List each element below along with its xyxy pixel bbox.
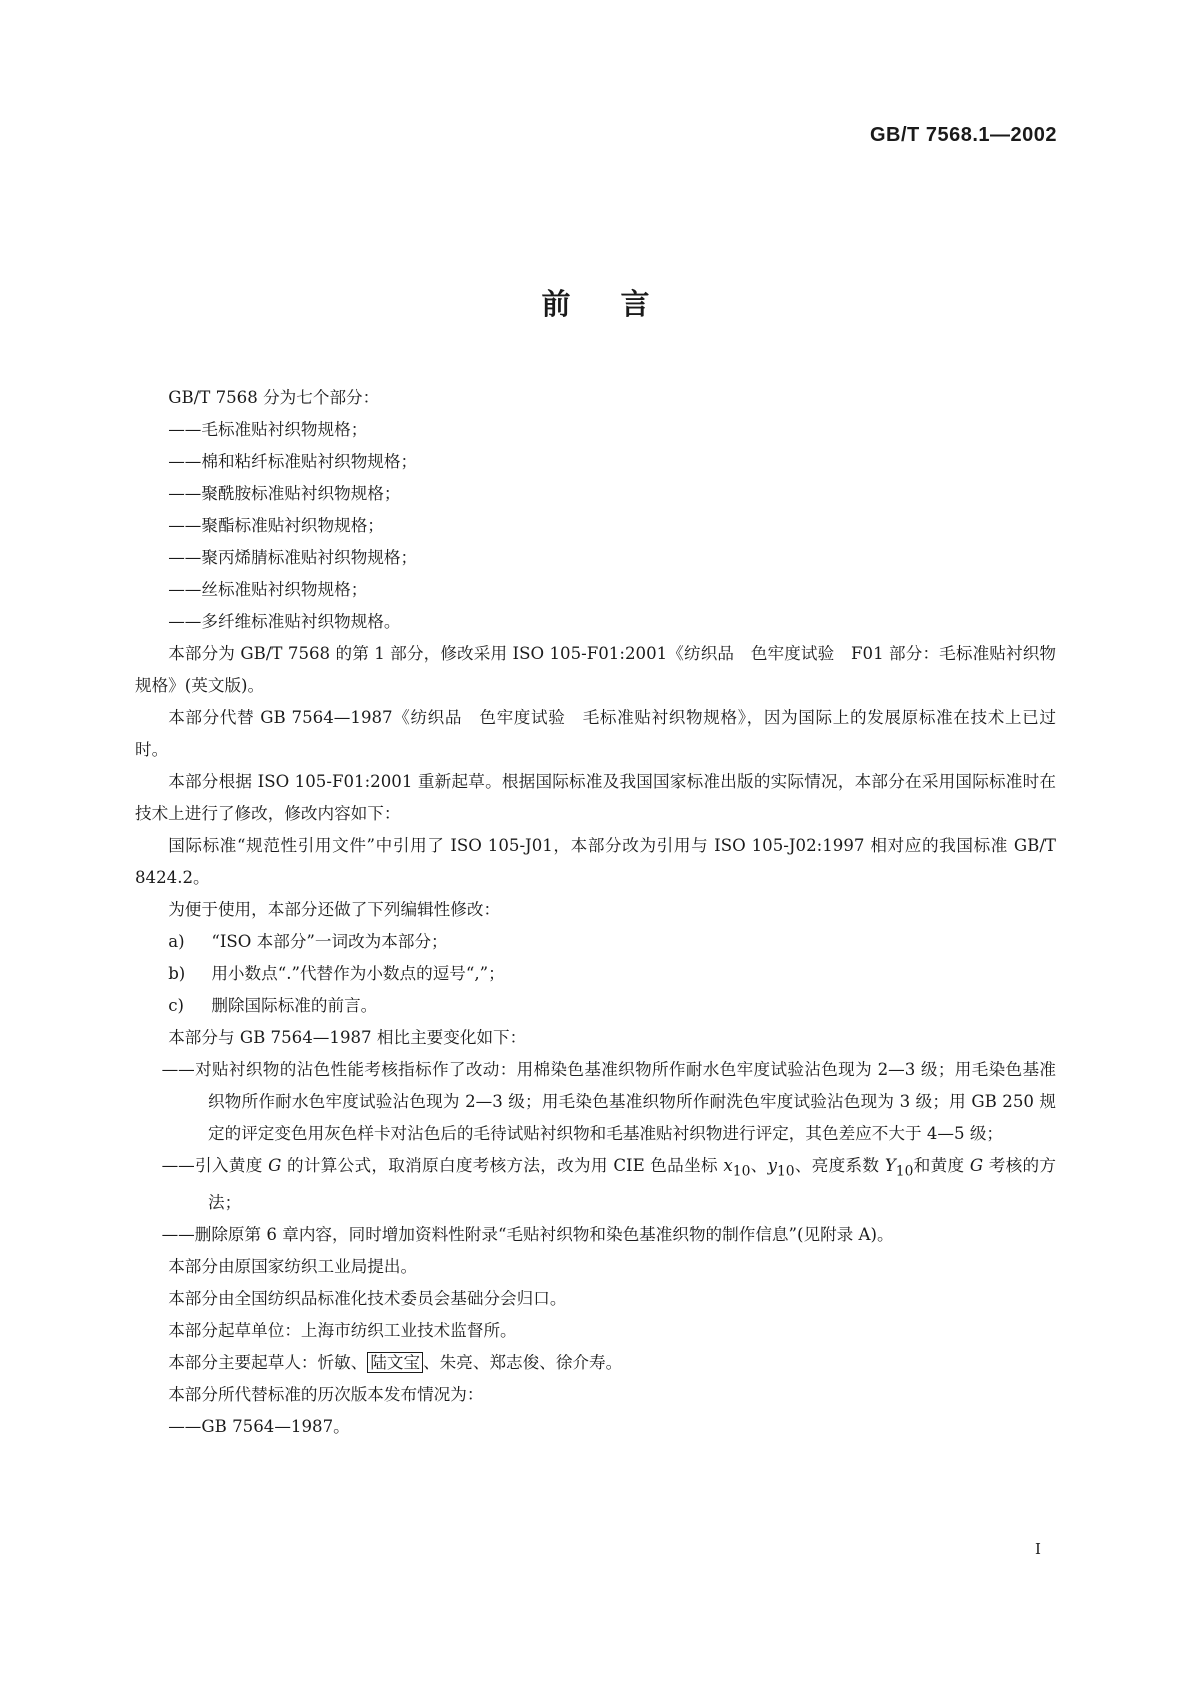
paragraph-committee: 本部分由全国纺织品标准化技术委员会基础分会归口。 (168, 1289, 567, 1309)
math-var-x: x (723, 1156, 733, 1175)
part-list-item: ——丝标准贴衬织物规格； (168, 580, 368, 599)
text-run: 、亮度系数 (794, 1156, 885, 1175)
paragraph-references: 国际标准“规范性引用文件”中引用了 ISO 105-J01，本部分改为引用与 ISO 105-J02:1997 相对应的我国标准 GB/T 8424.2。 (135, 836, 1056, 887)
list-item-text: 用小数点“.”代替作为小数点的逗号“,”； (211, 964, 505, 983)
paragraph-redrafting: 本部分根据 ISO 105-F01:2001 重新起草。根据国际标准及我国国家标准出版的实际情况，本部分在采用国际标准时在技术上进行了修改，修改内容如下： (135, 772, 1056, 823)
foreword-body (135, 382, 1056, 1443)
part-list-item: ——聚酰胺标准贴衬织物规格； (168, 484, 401, 503)
paragraph-changes: 本部分与 GB 7564—1987 相比主要变化如下： (168, 1028, 527, 1047)
page-title (0, 282, 1191, 323)
title-char-1: 前 (541, 287, 571, 321)
history-list-item: ——GB 7564—1987。 (168, 1417, 350, 1437)
paragraph-proposer: 本部分由原国家纺织工业局提出。 (168, 1257, 418, 1277)
paragraph-adoption: 本部分为 GB/T 7568 的第 1 部分，修改采用 ISO 105-F01:2001《纺织品 色牢度试验 F01 部分：毛标准贴衬织物规格》(英文版)。 (135, 644, 1056, 695)
edit-list-item (135, 926, 1056, 958)
change-list-item (135, 1150, 1056, 1219)
edit-list-item (135, 990, 1056, 1022)
math-var-g: G (969, 1156, 984, 1175)
paragraph-drafting-unit: 本部分起草单位：上海市纺织工业技术监督所。 (168, 1321, 517, 1341)
part-list-item: ——聚丙烯腈标准贴衬织物规格； (168, 548, 418, 567)
text-run: 的计算公式，取消原白度考核方法，改为用 CIE 色品坐标 (281, 1156, 724, 1175)
text-run: ——引入黄度 (161, 1156, 269, 1175)
change-list-item: ——删除原第 6 章内容，同时增加资料性附录“毛贴衬织物和染色基准织物的制作信息”(见附录 A)。 (161, 1225, 894, 1245)
math-subscript: 10 (732, 1163, 751, 1180)
math-var-g: G (268, 1156, 282, 1175)
paragraph-replacement: 本部分代替 GB 7564—1987《纺织品 色牢度试验 毛标准贴衬织物规格》，因为国际上的发展原标准在技术上已过时。 (135, 708, 1056, 759)
list-item-text: 删除国际标准的前言。 (211, 996, 378, 1015)
edit-list-item (135, 958, 1056, 990)
text-run: 本部分主要起草人：忻敏、 (168, 1353, 368, 1373)
title-char-2: 言 (620, 287, 650, 321)
part-list-item: ——棉和粘纤标准贴衬织物规格； (168, 452, 418, 471)
part-list-item: ——毛标准贴衬织物规格； (168, 420, 368, 439)
change-list-item: ——对贴衬织物的沾色性能考核指标作了改动：用棉染色基准织物所作耐水色牢度试验沾色现为 2—3 级；用毛染色基准织物所作耐水色牢度试验沾色现为 2—3 级；用毛染色基准织物所作耐洗色牢度试验沾色现为 3 级；用 GB 250 规定的评定变色用灰色样卡对沾色后的毛待试贴衬织物和毛基准贴衬织物进行评定，其色差应不大于 4—5 级； (161, 1060, 1056, 1143)
standard-code: GB/T 7568.1—2002 (870, 124, 1057, 146)
text-run: 、朱亮、郑志俊、徐介寿。 (423, 1353, 623, 1373)
text-run: 和黄度 (913, 1156, 970, 1175)
list-item-text: “ISO 本部分”一词改为本部分； (211, 932, 448, 951)
boxed-name: 陆文宝 (367, 1352, 423, 1373)
intro-paragraph: GB/T 7568 分为七个部分： (168, 388, 380, 407)
paragraph-history: 本部分所代替标准的历次版本发布情况为： (168, 1385, 484, 1405)
math-var-y-upper: Y (884, 1156, 896, 1175)
list-marker: c) (168, 996, 184, 1015)
list-marker: b) (168, 964, 186, 983)
page-number: I (1035, 1540, 1041, 1558)
math-subscript: 10 (895, 1163, 914, 1180)
part-list-item: ——多纤维标准贴衬织物规格。 (168, 612, 401, 631)
list-marker: a) (168, 932, 185, 951)
part-list-item: ——聚酯标准贴衬织物规格； (168, 516, 384, 535)
paragraph-editorial: 为便于使用，本部分还做了下列编辑性修改： (168, 900, 501, 919)
paragraph-drafters (135, 1347, 1056, 1379)
text-run: 考核的方法； (208, 1156, 1057, 1213)
text-run: 、 (750, 1156, 768, 1175)
math-var-y: y (767, 1156, 777, 1175)
math-subscript: 10 (776, 1163, 795, 1180)
